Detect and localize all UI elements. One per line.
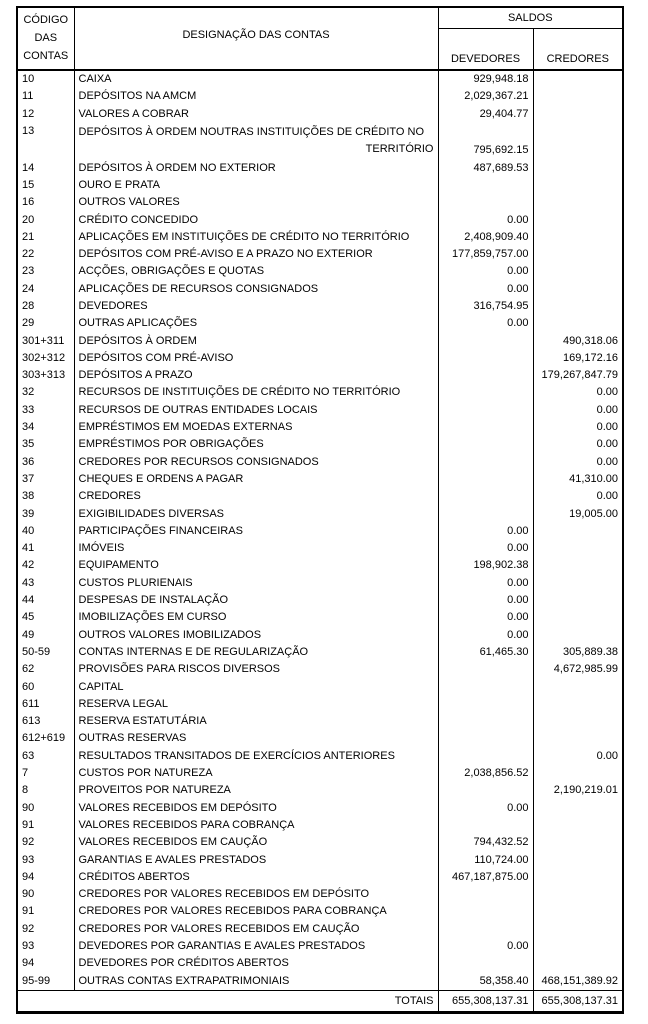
credores-value-cell: 0.00 (596, 438, 619, 451)
account-designation-cell: DEPÓSITOS COM PRÉ-AVISO E A PRAZO NO EXTERIOR (74, 246, 438, 263)
devedores-value-cell (438, 661, 533, 678)
header-row-1 (17, 7, 623, 29)
account-designation-cell: APLICAÇÕES DE RECURSOS CONSIGNADOS (74, 281, 438, 298)
credores-value-cell (533, 298, 623, 315)
devedores-value-cell: 198,902.38 (438, 557, 533, 574)
table-footer (17, 990, 623, 1012)
account-designation-cell: EQUIPAMENTO (74, 557, 438, 574)
credores-value-cell: 4,672,985.99 (553, 663, 619, 676)
credores-value-cell: 468,151,389.92 (541, 974, 619, 987)
table-row (17, 471, 623, 488)
account-code-cell: 62 (17, 661, 74, 678)
devedores-value-cell: 467,187,875.00 (438, 869, 533, 886)
account-code-cell: 16 (17, 194, 74, 211)
table-row (17, 765, 623, 782)
credores-value-cell (533, 106, 623, 123)
totals-credores-value: 655,308,137.31 (533, 990, 623, 1012)
credores-value-cell (533, 903, 623, 920)
credores-value-cell (533, 177, 623, 194)
credores-value-cell (533, 281, 623, 298)
account-code-cell: 90 (17, 799, 74, 816)
devedores-value-cell (438, 332, 533, 349)
devedores-value-cell (438, 367, 533, 384)
credores-value-cell: 2,190,219.01 (553, 784, 619, 797)
account-designation-cell: DESPESAS DE INSTALAÇÃO (74, 592, 438, 609)
account-designation-cell: CRÉDITO CONCEDIDO (74, 211, 438, 228)
account-designation-cell: CHEQUES E ORDENS A PAGAR (74, 471, 438, 488)
devedores-value-cell (438, 350, 533, 367)
credores-value-cell (533, 799, 623, 816)
saldos-group-header: SALDOS (438, 7, 623, 29)
credores-value-cell (533, 955, 623, 972)
devedores-value-cell: 794,432.52 (438, 834, 533, 851)
account-code-cell: 44 (17, 592, 74, 609)
table-row (17, 315, 623, 332)
account-designation-cell: DEPÓSITOS NA AMCM (74, 88, 438, 105)
devedores-value-cell: 29,404.77 (438, 106, 533, 123)
credores-value-cell (533, 765, 623, 782)
table-row (17, 505, 623, 522)
account-designation-cell: IMOBILIZAÇÕES EM CURSO (74, 609, 438, 626)
account-code-cell: 21 (17, 229, 74, 246)
account-designation-cell: RESERVA LEGAL (74, 696, 438, 713)
account-code-cell: 39 (17, 505, 74, 522)
table-row (17, 817, 623, 834)
table-row (17, 921, 623, 938)
account-code-cell: 22 (17, 246, 74, 263)
table-row (17, 177, 623, 194)
credores-value-cell (533, 229, 623, 246)
devedores-value-cell (438, 748, 533, 765)
table-row (17, 123, 623, 160)
credores-value-cell (533, 834, 623, 851)
account-designation-cell: VALORES RECEBIDOS PARA COBRANÇA (74, 817, 438, 834)
table-row (17, 194, 623, 211)
devedores-value-cell (438, 886, 533, 903)
credores-value-cell (533, 523, 623, 540)
account-code-cell: 36 (17, 454, 74, 471)
credores-value-cell: 305,889.38 (562, 645, 619, 658)
account-designation-cell: DEVEDORES POR CRÉDITOS ABERTOS (74, 955, 438, 972)
devedores-value-cell: 2,038,856.52 (438, 765, 533, 782)
table-row (17, 402, 623, 419)
table-row (17, 436, 623, 453)
devedores-value-cell (438, 696, 533, 713)
account-code-cell: 612+619 (17, 730, 74, 747)
credores-value-cell (533, 194, 623, 211)
devedores-value-cell: 0.00 (438, 523, 533, 540)
account-code-cell: 20 (17, 211, 74, 228)
credores-value-cell (533, 70, 623, 88)
table-row (17, 661, 623, 678)
table-row (17, 696, 623, 713)
account-designation-cell: CUSTOS POR NATUREZA (74, 765, 438, 782)
credores-value-cell (533, 851, 623, 868)
account-designation-cell: CONTAS INTERNAS E DE REGULARIZAÇÃO (74, 644, 438, 661)
account-code-cell: 611 (17, 696, 74, 713)
account-designation-cell: CREDORES POR VALORES RECEBIDOS EM DEPÓSITO (74, 886, 438, 903)
devedores-value-cell: 795,692.15 (438, 123, 533, 160)
account-designation-cell: CAIXA (74, 70, 438, 88)
account-designation-cell: OUTRAS RESERVAS (74, 730, 438, 747)
account-code-cell: 11 (17, 88, 74, 105)
devedores-value-cell (438, 921, 533, 938)
credores-value-cell (533, 921, 623, 938)
accounts-table (16, 6, 624, 1014)
account-designation-cell: RESULTADOS TRANSITADOS DE EXERCÍCIOS ANTERIORES (74, 748, 438, 765)
credores-value-cell (533, 713, 623, 730)
devedores-value-cell (438, 713, 533, 730)
account-designation-cell: RECURSOS DE INSTITUIÇÕES DE CRÉDITO NO TERRITÓRIO (74, 384, 438, 401)
table-row (17, 332, 623, 349)
table-row (17, 454, 623, 471)
devedores-value-cell: 0.00 (438, 281, 533, 298)
devedores-value-cell (438, 419, 533, 436)
table-row (17, 627, 623, 644)
account-code-cell: 23 (17, 263, 74, 280)
accounts-rows (17, 70, 623, 990)
credores-value-cell (533, 315, 623, 332)
credores-column-header: CREDORES (533, 29, 623, 71)
credores-value-cell (533, 246, 623, 263)
table-row (17, 488, 623, 505)
account-code-cell: 91 (17, 817, 74, 834)
credores-value-cell (533, 211, 623, 228)
credores-value-cell (533, 263, 623, 280)
devedores-value-cell: 487,689.53 (438, 159, 533, 176)
account-code-cell: 93 (17, 851, 74, 868)
credores-value-cell (533, 540, 623, 557)
devedores-value-cell (438, 488, 533, 505)
credores-value-cell (533, 938, 623, 955)
devedores-value-cell (438, 384, 533, 401)
table-row (17, 350, 623, 367)
account-designation-cell: CUSTOS PLURIENAIS (74, 575, 438, 592)
account-code-cell: 90 (17, 886, 74, 903)
table-row (17, 713, 623, 730)
table-row (17, 834, 623, 851)
totals-label: TOTAIS (17, 990, 438, 1012)
account-designation-cell: CREDORES POR VALORES RECEBIDOS EM CAUÇÃO (74, 921, 438, 938)
account-designation-cell: DEPÓSITOS A PRAZO (74, 367, 438, 384)
table-row (17, 799, 623, 816)
table-row (17, 159, 623, 176)
account-designation-cell: CREDORES (74, 488, 438, 505)
credores-value-cell (533, 557, 623, 574)
account-code-cell: 93 (17, 938, 74, 955)
table-row (17, 70, 623, 88)
credores-value-cell: 41,310.00 (569, 472, 619, 485)
table-row (17, 367, 623, 384)
account-code-cell: 7 (17, 765, 74, 782)
credores-value-cell (533, 869, 623, 886)
code-header-line-1: CÓDIGO (23, 14, 69, 26)
devedores-value-cell (438, 177, 533, 194)
devedores-value-cell (438, 402, 533, 419)
account-designation-cell: OUTRAS CONTAS EXTRAPATRIMONIAIS (74, 972, 438, 990)
designation-line-1: DEPÓSITOS À ORDEM NOUTRAS INSTITUIÇÕES DE CRÉDITO NO (78, 125, 425, 138)
account-code-cell: 303+313 (17, 367, 74, 384)
table-row (17, 886, 623, 903)
account-code-cell: 12 (17, 106, 74, 123)
account-designation-cell: DEPÓSITOS À ORDEM NO EXTERIOR (74, 159, 438, 176)
account-code-cell: 49 (17, 627, 74, 644)
account-code-cell: 302+312 (17, 350, 74, 367)
account-code-cell: 63 (17, 748, 74, 765)
account-code-cell: 60 (17, 678, 74, 695)
account-designation-cell: EMPRÉSTIMOS POR OBRIGAÇÕES (74, 436, 438, 453)
table-row (17, 730, 623, 747)
account-designation-cell: DEVEDORES POR GARANTIAS E AVALES PRESTADOS (74, 938, 438, 955)
table-row (17, 644, 623, 661)
code-header-line-2: DAS (34, 32, 58, 44)
credores-value-cell (533, 886, 623, 903)
devedores-value-cell (438, 505, 533, 522)
table-row (17, 938, 623, 955)
account-code-cell: 92 (17, 921, 74, 938)
table-row (17, 281, 623, 298)
devedores-value-cell (438, 436, 533, 453)
account-code-cell: 8 (17, 782, 74, 799)
account-code-cell: 28 (17, 298, 74, 315)
code-header-line-3: CONTAS (23, 50, 69, 62)
account-designation-cell: OUTROS VALORES IMOBILIZADOS (74, 627, 438, 644)
devedores-value-cell: 929,948.18 (438, 70, 533, 88)
table-row (17, 523, 623, 540)
account-code-cell: 91 (17, 903, 74, 920)
account-code-cell: 38 (17, 488, 74, 505)
account-code-cell: 40 (17, 523, 74, 540)
account-code-cell: 50-59 (17, 644, 74, 661)
devedores-value-cell: 0.00 (438, 211, 533, 228)
account-code-cell: 29 (17, 315, 74, 332)
account-code-cell: 33 (17, 402, 74, 419)
devedores-value-cell (438, 454, 533, 471)
credores-value-cell: 0.00 (596, 490, 619, 503)
account-code-cell: 15 (17, 177, 74, 194)
table-row (17, 851, 623, 868)
account-designation-cell: OURO E PRATA (74, 177, 438, 194)
account-code-cell: 301+311 (17, 332, 74, 349)
account-code-cell: 35 (17, 436, 74, 453)
devedores-value-cell: 0.00 (438, 263, 533, 280)
credores-value-cell (533, 609, 623, 626)
credores-value-cell: 179,267,847.79 (541, 369, 619, 382)
devedores-value-cell: 0.00 (438, 609, 533, 626)
table-row (17, 557, 623, 574)
devedores-value-cell: 110,724.00 (438, 851, 533, 868)
account-code-cell: 34 (17, 419, 74, 436)
credores-value-cell (533, 592, 623, 609)
table-row (17, 609, 623, 626)
account-code-cell: 10 (17, 70, 74, 88)
account-code-cell: 24 (17, 281, 74, 298)
account-designation-cell: ACÇÕES, OBRIGAÇÕES E QUOTAS (74, 263, 438, 280)
devedores-value-cell: 0.00 (438, 938, 533, 955)
totals-devedores-value: 655,308,137.31 (438, 990, 533, 1012)
devedores-value-cell (438, 471, 533, 488)
account-designation-cell: OUTRAS APLICAÇÕES (74, 315, 438, 332)
table-row (17, 575, 623, 592)
account-designation-cell: PROVEITOS POR NATUREZA (74, 782, 438, 799)
table-row (17, 592, 623, 609)
credores-value-cell (533, 696, 623, 713)
credores-value-cell: 169,172.16 (562, 351, 619, 364)
totals-row (17, 990, 623, 1012)
table-row (17, 540, 623, 557)
code-column-header (17, 7, 74, 70)
account-designation-cell: GARANTIAS E AVALES PRESTADOS (74, 851, 438, 868)
table-row (17, 263, 623, 280)
account-code-cell: 92 (17, 834, 74, 851)
account-designation-cell: CRÉDITOS ABERTOS (74, 869, 438, 886)
devedores-value-cell: 0.00 (438, 592, 533, 609)
account-designation-cell (74, 123, 438, 160)
credores-value-cell (533, 159, 623, 176)
account-designation-cell: VALORES RECEBIDOS EM CAUÇÃO (74, 834, 438, 851)
account-code-cell: 613 (17, 713, 74, 730)
devedores-column-header: DEVEDORES (438, 29, 533, 71)
credores-value-cell: 0.00 (596, 403, 619, 416)
credores-value-cell (533, 730, 623, 747)
account-code-cell: 41 (17, 540, 74, 557)
account-designation-cell: PROVISÕES PARA RISCOS DIVERSOS (74, 661, 438, 678)
table-row (17, 229, 623, 246)
table-row (17, 246, 623, 263)
table-row (17, 88, 623, 105)
designation-line-2: TERRITÓRIO (365, 143, 434, 156)
account-designation-cell: IMÓVEIS (74, 540, 438, 557)
account-code-cell: 45 (17, 609, 74, 626)
credores-value-cell (533, 123, 623, 160)
credores-value-cell (533, 88, 623, 105)
credores-value-cell: 0.00 (596, 421, 619, 434)
account-designation-cell: VALORES A COBRAR (74, 106, 438, 123)
table-row (17, 298, 623, 315)
table-row (17, 106, 623, 123)
devedores-value-cell: 2,029,367.21 (438, 88, 533, 105)
devedores-value-cell (438, 782, 533, 799)
table-row (17, 782, 623, 799)
devedores-value-cell: 61,465.30 (438, 644, 533, 661)
account-designation-cell: EMPRÉSTIMOS EM MOEDAS EXTERNAS (74, 419, 438, 436)
devedores-value-cell: 0.00 (438, 540, 533, 557)
devedores-value-cell: 0.00 (438, 575, 533, 592)
devedores-value-cell: 0.00 (438, 627, 533, 644)
devedores-value-cell (438, 730, 533, 747)
account-code-cell: 43 (17, 575, 74, 592)
table-row (17, 748, 623, 765)
account-code-cell: 32 (17, 384, 74, 401)
credores-value-cell: 490,318.06 (562, 334, 619, 347)
table-row (17, 419, 623, 436)
account-code-cell: 14 (17, 159, 74, 176)
devedores-value-cell: 0.00 (438, 315, 533, 332)
credores-value-cell: 0.00 (596, 455, 619, 468)
account-code-cell: 13 (17, 123, 74, 160)
account-designation-cell: DEPÓSITOS COM PRÉ-AVISO (74, 350, 438, 367)
devedores-value-cell (438, 955, 533, 972)
account-designation-cell: PARTICIPAÇÕES FINANCEIRAS (74, 523, 438, 540)
credores-value-cell (533, 678, 623, 695)
credores-value-cell: 0.00 (596, 749, 619, 762)
table-row (17, 972, 623, 990)
table-row (17, 211, 623, 228)
account-designation-cell: RECURSOS DE OUTRAS ENTIDADES LOCAIS (74, 402, 438, 419)
credores-value-cell: 0.00 (596, 386, 619, 399)
account-designation-cell: VALORES RECEBIDOS EM DEPÓSITO (74, 799, 438, 816)
account-designation-cell: OUTROS VALORES (74, 194, 438, 211)
table-row (17, 869, 623, 886)
account-code-cell: 37 (17, 471, 74, 488)
account-designation-cell: CREDORES POR VALORES RECEBIDOS PARA COBRANÇA (74, 903, 438, 920)
devedores-value-cell: 0.00 (438, 799, 533, 816)
credores-value-cell (533, 575, 623, 592)
credores-value-cell (533, 627, 623, 644)
account-designation-cell: CAPITAL (74, 678, 438, 695)
table-row (17, 384, 623, 401)
account-designation-cell: RESERVA ESTATUTÁRIA (74, 713, 438, 730)
credores-value-cell (533, 817, 623, 834)
designation-column-header: DESIGNAÇÃO DAS CONTAS (74, 7, 438, 70)
devedores-value-cell: 58,358.40 (438, 972, 533, 990)
devedores-value-cell: 2,408,909.40 (438, 229, 533, 246)
account-code-cell: 95-99 (17, 972, 74, 990)
devedores-value-cell (438, 817, 533, 834)
table-row (17, 678, 623, 695)
table-row (17, 955, 623, 972)
table-header (17, 7, 623, 70)
table-row (17, 903, 623, 920)
account-designation-cell: DEPÓSITOS À ORDEM (74, 332, 438, 349)
account-designation-cell: CREDORES POR RECURSOS CONSIGNADOS (74, 454, 438, 471)
devedores-value-cell (438, 678, 533, 695)
account-code-cell: 94 (17, 869, 74, 886)
account-designation-cell: DEVEDORES (74, 298, 438, 315)
account-designation-cell: APLICAÇÕES EM INSTITUIÇÕES DE CRÉDITO NO TERRITÓRIO (74, 229, 438, 246)
credores-value-cell: 19,005.00 (569, 507, 619, 520)
devedores-value-cell (438, 903, 533, 920)
account-designation-cell: EXIGIBILIDADES DIVERSAS (74, 505, 438, 522)
devedores-value-cell: 177,859,757.00 (438, 246, 533, 263)
account-code-cell: 42 (17, 557, 74, 574)
devedores-value-cell: 316,754.95 (438, 298, 533, 315)
devedores-value-cell (438, 194, 533, 211)
account-code-cell: 94 (17, 955, 74, 972)
